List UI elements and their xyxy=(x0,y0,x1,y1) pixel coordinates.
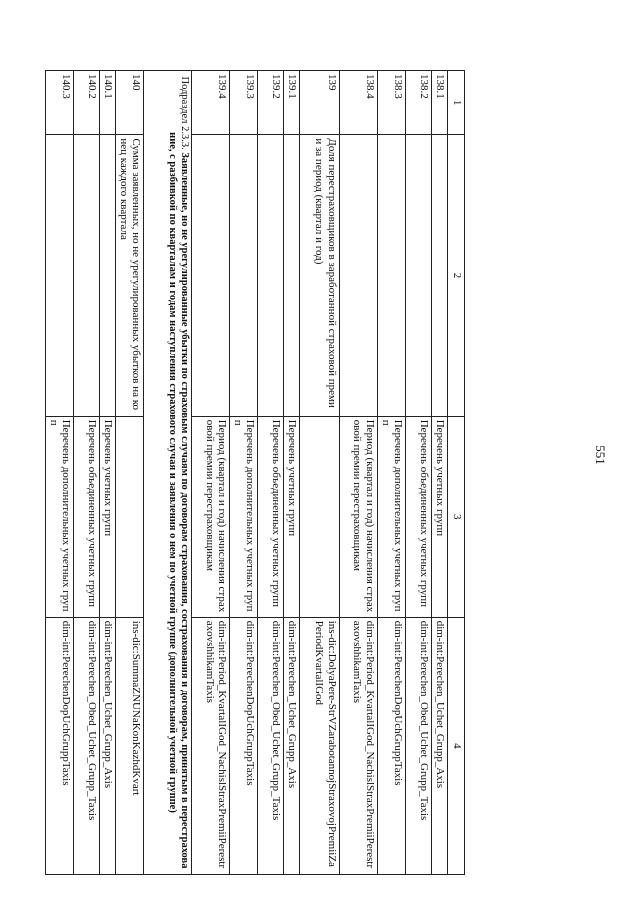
row-name: Сумма заявленных, но не урегулированных убытков на конец каждого квартала xyxy=(115,135,143,416)
table-row xyxy=(284,71,300,875)
row-number: 140.2 xyxy=(74,71,100,135)
subsection-row xyxy=(144,71,192,875)
row-code: dim-int:Perechen_Uchet_Grupp_Axis xyxy=(284,617,300,874)
subsection-prefix: Подраздел 2.3.3. xyxy=(179,76,191,150)
row-name xyxy=(406,135,432,416)
table-row xyxy=(115,71,143,875)
row-attribute: Перечень дополнительных учетных групп xyxy=(230,416,258,617)
row-attribute: Перечень объединенных учетных групп xyxy=(74,416,100,617)
row-attribute: Период (квартал и год) начисления страховой премии перестраховщикам xyxy=(340,416,378,617)
table-row xyxy=(74,71,100,875)
row-attribute: Перечень учетных групп xyxy=(432,416,448,617)
row-name xyxy=(230,135,258,416)
header-cell: 2 xyxy=(448,135,465,416)
row-number: 138.1 xyxy=(432,71,448,135)
page-number: 551 xyxy=(593,445,608,465)
table-row xyxy=(45,71,73,875)
row-code: dim-int:PerechenDopUchGruppTaxis xyxy=(45,617,73,874)
row-attribute: Перечень учетных групп xyxy=(100,416,116,617)
table-row xyxy=(406,71,432,875)
row-code: dim-int:PerechenDopUchGruppTaxis xyxy=(378,617,406,874)
row-name xyxy=(432,135,448,416)
row-code: dim-int:Perechen_Obed_Uchet_Grupp_Taxis xyxy=(406,617,432,874)
row-name xyxy=(45,135,73,416)
row-name xyxy=(284,135,300,416)
row-code: dim-int:Perechen_Obed_Uchet_Grupp_Taxis xyxy=(74,617,100,874)
row-code: dim-int:Perechen_Uchet_Grupp_Axis xyxy=(100,617,116,874)
row-attribute xyxy=(115,416,143,617)
header-cell: 1 xyxy=(448,71,465,135)
row-number: 139 xyxy=(300,71,340,135)
row-name: Доля перестраховщиков в заработанной страховой премии за период (квартал и год) xyxy=(300,135,340,416)
rotated-page-content xyxy=(47,70,465,875)
table-row xyxy=(432,71,448,875)
row-number: 140 xyxy=(115,71,143,135)
table-row xyxy=(340,71,378,875)
row-attribute: Перечень объединенных учетных групп xyxy=(406,416,432,617)
row-number: 138.2 xyxy=(406,71,432,135)
row-number: 139.3 xyxy=(230,71,258,135)
row-number: 139.1 xyxy=(284,71,300,135)
row-name xyxy=(192,135,230,416)
row-number: 138.3 xyxy=(378,71,406,135)
table-row xyxy=(100,71,116,875)
row-name xyxy=(340,135,378,416)
row-code: dim-int:Period_KvartalIGod_NachislStraxPremiiPerestraxovshhikamTaxis xyxy=(192,617,230,874)
table-row xyxy=(192,71,230,875)
table-row xyxy=(230,71,258,875)
table-row xyxy=(378,71,406,875)
row-name xyxy=(378,135,406,416)
row-number: 140.3 xyxy=(45,71,73,135)
table-row xyxy=(300,71,340,875)
document-table xyxy=(45,70,465,875)
row-attribute: Перечень дополнительных учетных групп xyxy=(45,416,73,617)
row-attribute: Период (квартал и год) начисления страховой премии перестраховщикам xyxy=(192,416,230,617)
row-code: ins-dic:DolyaPere-StrVZarabotannojStraxovojPremiiZaPeriodKvartalIGod xyxy=(300,617,340,874)
row-number: 140.1 xyxy=(100,71,116,135)
subsection-heading: Заявленные, но не урегулированные убытки по страховым случаям по договорам страхования, сострахования и договорам, принятым в перестрахование, с разбивкой по кварталам и годам наступления страхового случая и заявления о нем по учетной группе (дополнительной учетной группе) xyxy=(166,132,191,869)
row-name xyxy=(100,135,116,416)
header-cell: 4 xyxy=(448,617,465,874)
subsection-title xyxy=(144,71,192,875)
row-code: dim-int:PerechenDopUchGruppTaxis xyxy=(230,617,258,874)
row-code: dim-int:Period_KvartalIGod_NachislStraxPremiiPerestraxovshhikamTaxis xyxy=(340,617,378,874)
header-cell: 3 xyxy=(448,416,465,617)
row-attribute: Перечень учетных групп xyxy=(284,416,300,617)
row-attribute: Перечень дополнительных учетных групп xyxy=(378,416,406,617)
row-attribute xyxy=(300,416,340,617)
table-row xyxy=(258,71,284,875)
row-code: ins-dic:SummaZNUNaKonKazhdKvart xyxy=(115,617,143,874)
row-number: 139.4 xyxy=(192,71,230,135)
row-name xyxy=(74,135,100,416)
row-number: 138.4 xyxy=(340,71,378,135)
row-attribute: Перечень объединенных учетных групп xyxy=(258,416,284,617)
table-header-row xyxy=(448,71,465,875)
row-number: 139.2 xyxy=(258,71,284,135)
row-code: dim-int:Perechen_Obed_Uchet_Grupp_Taxis xyxy=(258,617,284,874)
row-name xyxy=(258,135,284,416)
row-code: dim-int:Perechen_Uchet_Grupp_Axis xyxy=(432,617,448,874)
